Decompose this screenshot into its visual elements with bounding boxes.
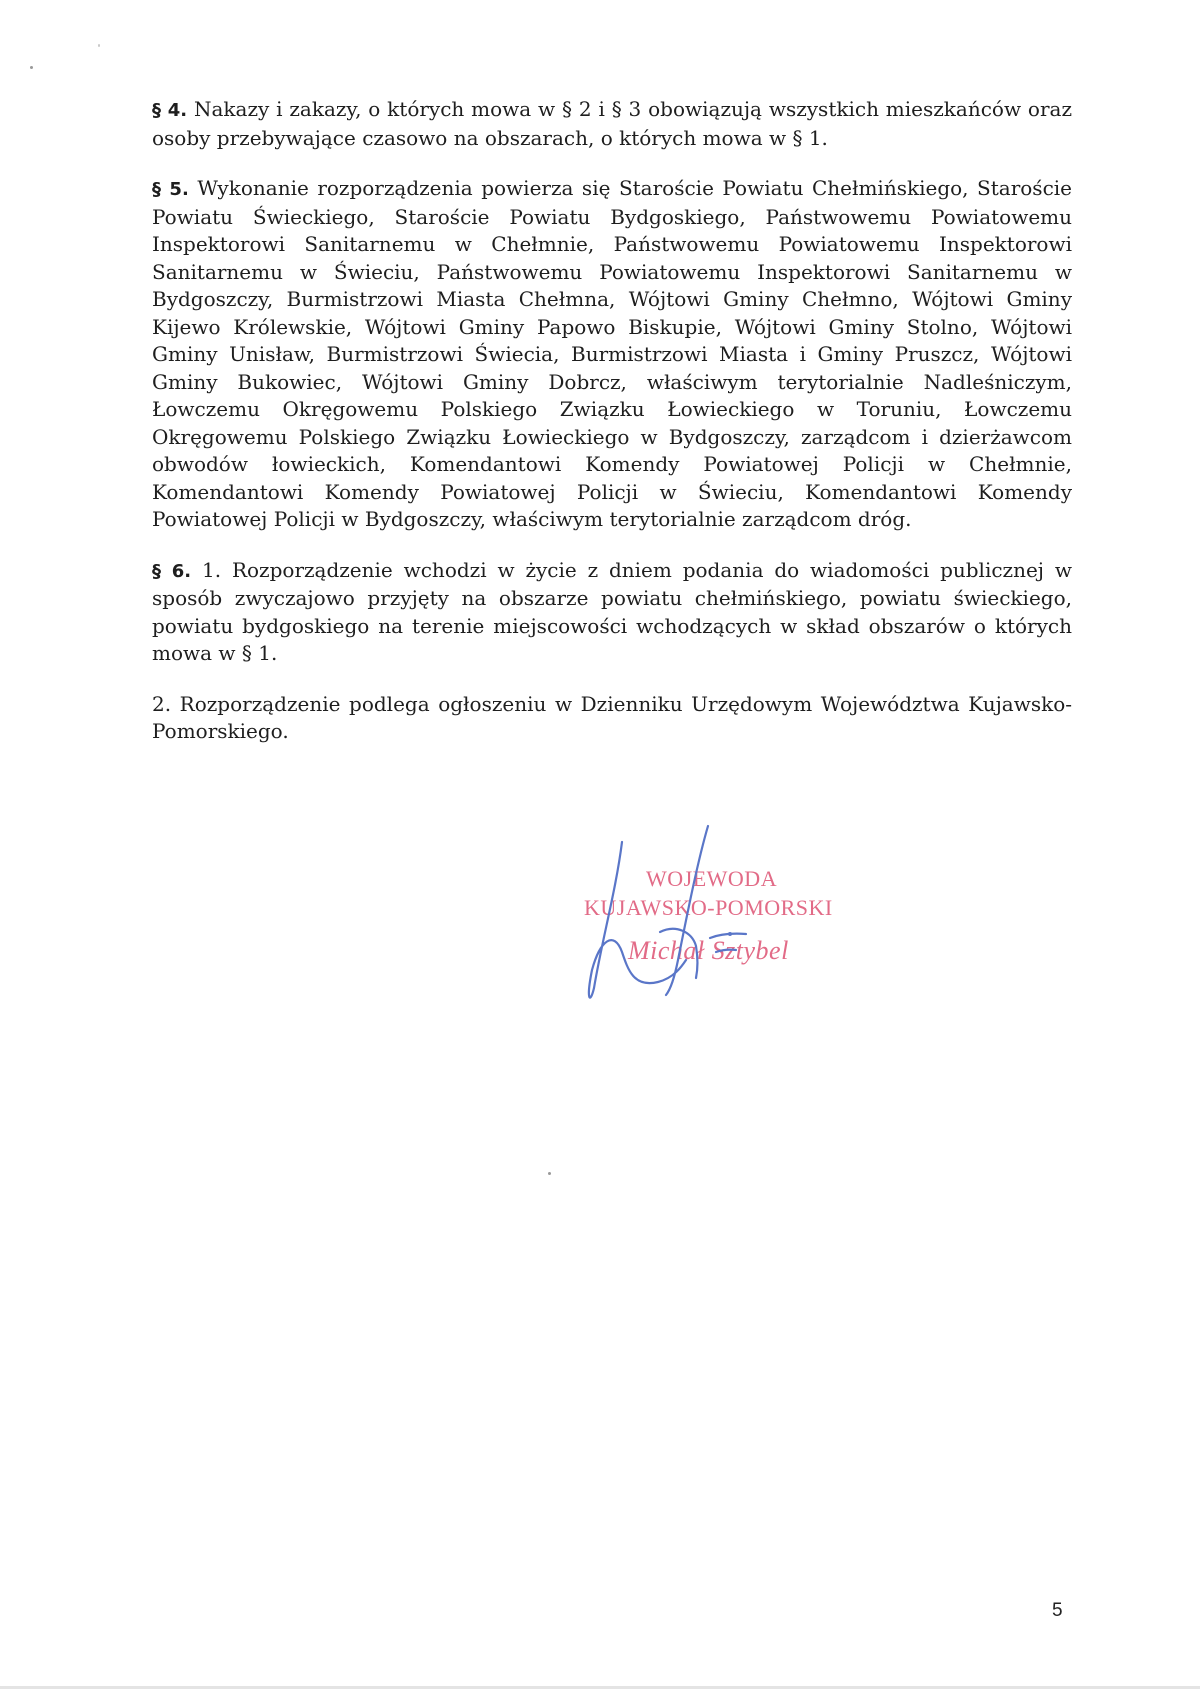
paragraph-text: Nakazy i zakazy, o których mowa w § 2 i § 3 obowiązują wszystkich mieszkańców oraz osoby przebywające czasowo na obszarach, o których mowa w § 1. — [152, 97, 1072, 150]
stamp-title: WOJEWODA — [646, 866, 778, 891]
paragraph-text: Wykonanie rozporządzenia powierza się Staroście Powiatu Chełmińskiego, Staroście Powiatu Świeckiego, Staroście Powiatu Bydgoskiego, Państwowemu Powiatowemu Inspektorowi Sanitarnemu w Chełmnie, Państwowemu Powiatowemu Inspektorowi Sanitarnemu w Świeciu, Państwowemu Powiatowemu Inspektorowi Sanitarnemu w Bydgoszczy, Burmistrzowi Miasta Chełmna, Wójtowi Gminy Chełmno, Wójtowi Gminy Kijewo Królewskie, Wójtowi Gminy Papowo Biskupie, Wójtowi Gminy Stolno, Wójtowi Gminy Unisław, Burmistrzowi Świecia, Burmistrzowi Miasta i Gminy Pruszcz, Wójtowi Gminy Bukowiec, Wójtowi Gminy Dobrcz, właściwym terytorialnie Nadleśniczym, Łowczemu Okręgowemu Polskiego Związku Łowieckiego w Toruniu, Łowczemu Okręgowemu Polskiego Związku Łowieckiego w Bydgoszczy, zarządcom i dzierżawcom obwodów łowieckich, Komendantowi Komendy Powiatowej Policji w Chełmnie, Komendantowi Komendy Powiatowej Policji w Świeciu, Komendantowi Komendy Powiatowej Policji w Bydgoszczy, właściwym terytorialnie zarządcom dróg. — [152, 176, 1073, 531]
page-number: 5 — [1052, 1600, 1063, 1621]
scan-speck — [98, 44, 100, 47]
paragraph-section-4 — [152, 96, 1072, 152]
scan-speck — [30, 66, 33, 69]
section-marker: § 4. — [152, 100, 188, 121]
signature-stamp — [570, 820, 890, 1020]
paragraph-section-6-point-2 — [152, 691, 1072, 746]
stamp-name: Michał Sztybel — [628, 936, 789, 965]
paragraph-text: 2. Rozporządzenie podlega ogłoszeniu w Dzienniku Urzędowym Województwa Kujawsko-Pomorskiego. — [152, 691, 1072, 743]
scan-speck — [548, 1172, 551, 1175]
document-body — [152, 96, 1072, 769]
page-bottom-edge — [0, 1686, 1200, 1689]
paragraph-section-6 — [152, 557, 1072, 668]
section-marker: § 5. — [152, 179, 189, 200]
paragraph-section-5 — [152, 175, 1072, 534]
paragraph-text: 1. Rozporządzenie wchodzi w życie z dniem podania do wiadomości publicznej w sposób zwyczajowo przyjęty na obszarze powiatu chełmińskiego, powiatu świeckiego, powiatu bydgoskiego na terenie miejscowości wchodzących w skład obszarów o których mowa w § 1. — [152, 557, 1072, 665]
section-marker: § 6. — [152, 560, 192, 582]
stamp-region: KUJAWSKO-POMORSKI — [584, 895, 833, 920]
handwritten-signature — [570, 820, 890, 1020]
